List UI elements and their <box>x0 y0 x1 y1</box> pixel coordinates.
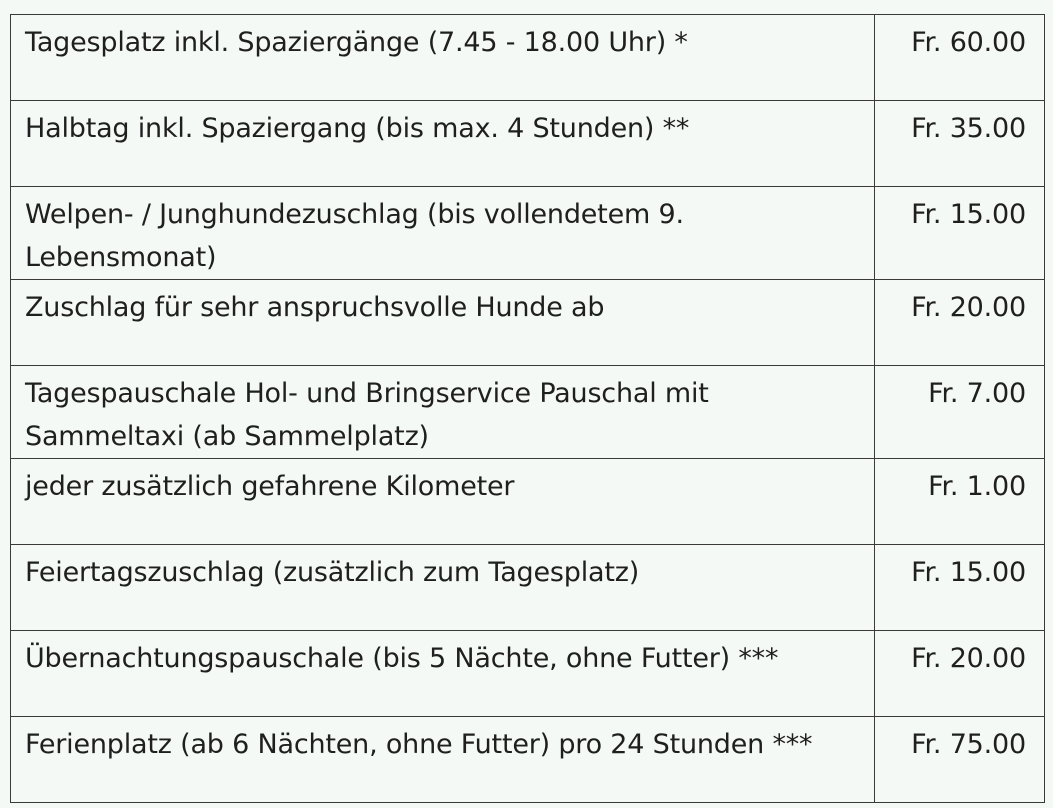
service-price: Fr. 20.00 <box>875 280 1045 366</box>
service-price: Fr. 20.00 <box>875 631 1045 717</box>
service-label: Welpen- / Junghundezuschlag (bis vollendetem 9. Lebensmonat) <box>11 187 875 280</box>
service-label: Tagespauschale Hol- und Bringservice Pauschal mit Sammeltaxi (ab Sammelplatz) <box>11 366 875 459</box>
price-table-body <box>11 15 1045 803</box>
service-label: Tagesplatz inkl. Spaziergänge (7.45 - 18.00 Uhr) * <box>11 15 875 101</box>
service-price: Fr. 75.00 <box>875 717 1045 803</box>
service-price: Fr. 1.00 <box>875 459 1045 545</box>
service-price: Fr. 35.00 <box>875 101 1045 187</box>
service-price: Fr. 60.00 <box>875 15 1045 101</box>
service-price: Fr. 15.00 <box>875 187 1045 280</box>
service-price: Fr. 15.00 <box>875 545 1045 631</box>
price-table <box>10 14 1045 803</box>
service-label: Zuschlag für sehr anspruchsvolle Hunde ab <box>11 280 875 366</box>
table-row <box>11 280 1045 366</box>
service-price: Fr. 7.00 <box>875 366 1045 459</box>
service-label: Feiertagszuschlag (zusätzlich zum Tagesplatz) <box>11 545 875 631</box>
table-row <box>11 631 1045 717</box>
service-label: Übernachtungspauschale (bis 5 Nächte, ohne Futter) *** <box>11 631 875 717</box>
table-row <box>11 187 1045 280</box>
table-row <box>11 366 1045 459</box>
table-row <box>11 459 1045 545</box>
table-row <box>11 15 1045 101</box>
table-row <box>11 717 1045 803</box>
table-row <box>11 101 1045 187</box>
table-row <box>11 545 1045 631</box>
service-label: Halbtag inkl. Spaziergang (bis max. 4 Stunden) ** <box>11 101 875 187</box>
service-label: Ferienplatz (ab 6 Nächten, ohne Futter) pro 24 Stunden *** <box>11 717 875 803</box>
service-label: jeder zusätzlich gefahrene Kilometer <box>11 459 875 545</box>
